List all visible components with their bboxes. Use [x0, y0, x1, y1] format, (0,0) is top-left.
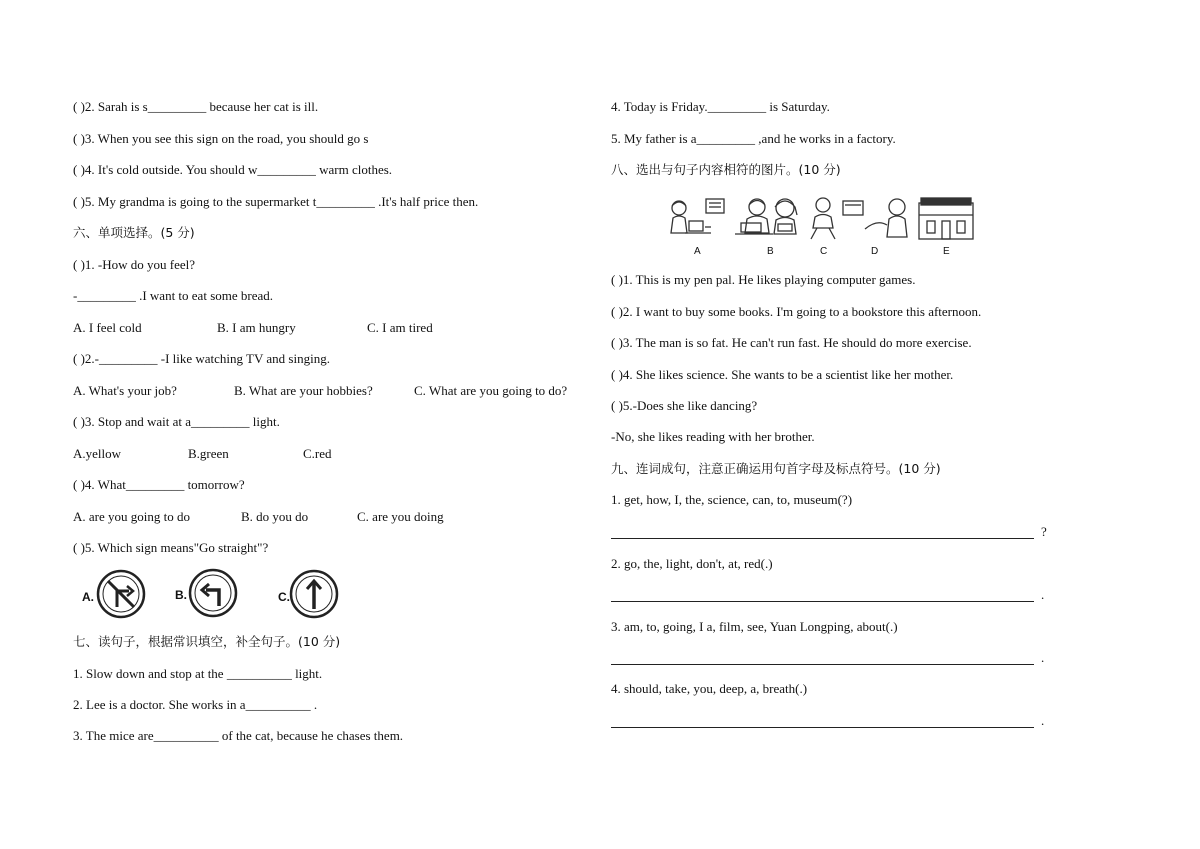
- picture-a-girl-computer: [671, 199, 724, 233]
- question-line: ( )3. When you see this sign on the road, you should go s: [73, 131, 369, 146]
- section-8-title: 八、选出与句子内容相符的图片。(10 分): [611, 162, 841, 177]
- option-b: B. do you do: [241, 509, 309, 524]
- picture-label-c: C: [820, 246, 828, 257]
- answer-line[interactable]: [611, 537, 1034, 539]
- question-line: ( )5. Which sign means"Go straight"?: [73, 540, 269, 555]
- question-line: ( )2. Sarah is s_________ because her cat is ill.: [73, 99, 319, 114]
- sign-label-b: B.: [175, 588, 187, 602]
- option-c: C. are you doing: [357, 509, 444, 524]
- question-line: -No, she likes reading with her brother.: [611, 429, 815, 444]
- option-a: A. are you going to do: [73, 509, 190, 524]
- picture-b-boy-laptop: [735, 199, 773, 234]
- question-line: 4. should, take, you, deep, a, breath(.): [611, 681, 808, 696]
- answer-line[interactable]: [611, 726, 1034, 728]
- question-line: 3. am, to, going, I a, film, see, Yuan Longping, about(.): [611, 619, 898, 634]
- end-punctuation: .: [1041, 650, 1045, 665]
- picture-label-e: E: [943, 246, 950, 257]
- question-line: ( )1. -How do you feel?: [73, 257, 196, 272]
- picture-d-running-man: [811, 198, 835, 239]
- section-6-title: 六、单项选择。(5 分): [73, 225, 195, 240]
- question-line: ( )4. It's cold outside. You should w_________ warm clothes.: [73, 162, 393, 177]
- option-b: B. What are your hobbies?: [234, 383, 373, 398]
- answer-line[interactable]: [611, 600, 1034, 602]
- picture-label-a: A: [694, 246, 701, 257]
- end-punctuation: .: [1041, 713, 1045, 728]
- go-straight-sign-icon: [289, 569, 339, 619]
- question-line: ( )4. She likes science. She wants to be a scientist like her mother.: [611, 367, 954, 382]
- question-line: -_________ .I want to eat some bread.: [73, 288, 274, 303]
- picture-label-b: B: [767, 246, 774, 257]
- question-line: 2. go, the, light, don't, at, red(.): [611, 556, 773, 571]
- option-c: C. I am tired: [367, 320, 433, 335]
- picture-c-girl-reading: [774, 199, 797, 234]
- question-line: ( )3. Stop and wait at a_________ light.: [73, 414, 280, 429]
- question-line: ( )3. The man is so fat. He can't run fast. He should do more exercise.: [611, 335, 972, 350]
- question-line: ( )5.-Does she like dancing?: [611, 398, 758, 413]
- question-line: ( )2.-_________ -I like watching TV and singing.: [73, 351, 330, 366]
- question-line: ( )2. I want to buy some books. I'm going to a bookstore this afternoon.: [611, 304, 982, 319]
- question-line: 5. My father is a_________ ,and he works in a factory.: [611, 131, 896, 146]
- option-a: A.yellow: [73, 446, 122, 461]
- question-line: ( )5. My grandma is going to the supermarket t_________ .It's half price then.: [73, 194, 479, 209]
- question-line: ( )4. What_________ tomorrow?: [73, 477, 245, 492]
- turn-left-sign-icon: [188, 568, 238, 618]
- section-9-title: 九、连词成句，注意正确运用句首字母及标点符号。(10 分): [611, 461, 941, 476]
- question-line: ( )1. This is my pen pal. He likes playing computer games.: [611, 272, 916, 287]
- picture-e-bookstore: [843, 198, 973, 239]
- option-b: B.green: [188, 446, 229, 461]
- no-turn-sign-icon: [96, 569, 146, 619]
- picture-label-d: D: [871, 246, 879, 257]
- option-c: C.red: [303, 446, 332, 461]
- option-a: A. I feel cold: [73, 320, 142, 335]
- question-line: 1. Slow down and stop at the __________ light.: [73, 666, 323, 681]
- end-punctuation: ?: [1041, 524, 1047, 539]
- sign-label-c: C.: [278, 590, 290, 604]
- sign-label-a: A.: [82, 590, 94, 604]
- question-line: 3. The mice are__________ of the cat, because he chases them.: [73, 728, 404, 743]
- question-line: 4. Today is Friday._________ is Saturday.: [611, 99, 830, 114]
- end-punctuation: .: [1041, 587, 1045, 602]
- answer-line[interactable]: [611, 663, 1034, 665]
- option-b: B. I am hungry: [217, 320, 296, 335]
- option-c: C. What are you going to do?: [414, 383, 568, 398]
- section-7-title: 七、读句子，根据常识填空，补全句子。(10 分): [73, 634, 341, 649]
- option-a: A. What's your job?: [73, 383, 177, 398]
- question-line: 1. get, how, I, the, science, can, to, museum(?): [611, 492, 853, 507]
- question-line: 2. Lee is a doctor. She works in a__________ .: [73, 697, 318, 712]
